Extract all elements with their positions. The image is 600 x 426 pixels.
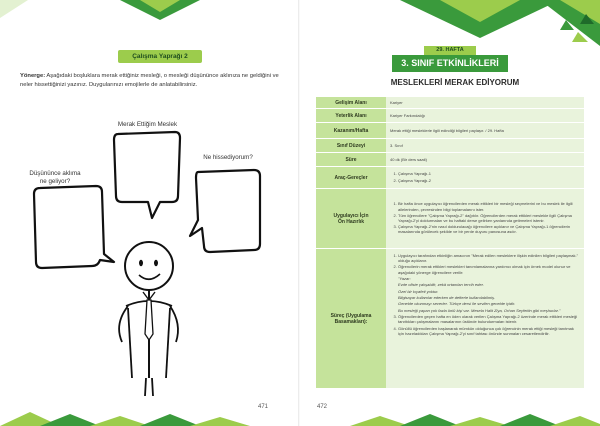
row-value: Merak ettiği mesleklerle ilgili edindiği bilgileri paylaşır. / 29. Hafta bbox=[386, 123, 584, 138]
row-label bbox=[316, 249, 386, 388]
row-label: Araç-Gereçler bbox=[316, 167, 386, 188]
quote-line: Bilgisayar kullanılar ederken de defterle kullanılabilmiş. bbox=[398, 294, 496, 300]
process-item: 2. Öğrencilerin merak ettikleri meslekleri tanımlamalarına yardımcı olmak için örnek model olunur ve aşağıdaki yönerge öğrencilere verilir: bbox=[398, 264, 580, 274]
top-right-triangle-decoration bbox=[360, 0, 600, 60]
prep-item: 2. Tüm öğrencilere "Çalışma Yaprağı-2" dağıtılır. Öğrencilerden merak ettikleri meslekle ilgili Çalışma Yaprağı-2'yi doldurmaları ve bu haftaki derse gelirken yanlarında getirmeleri istenir. bbox=[398, 213, 580, 223]
quote-line: Özel bir kıyafeti yoktur. bbox=[398, 288, 439, 294]
row-value: Kariyer Farkındalığı bbox=[386, 109, 584, 122]
corner-triangle-decoration bbox=[0, 0, 28, 20]
row-label: Süre bbox=[316, 153, 386, 166]
right-page-number: 472 bbox=[317, 404, 328, 410]
page-title: 3. SINIF ETKİNLİKLERİ bbox=[392, 55, 508, 72]
bubble-top-label: Merak Ettiğim Meslek bbox=[117, 121, 178, 128]
quote-line: Genelde okunmayı severler. Türkçe dersi ile sevilen genelde iyidir. bbox=[398, 301, 516, 307]
table-row bbox=[316, 109, 584, 123]
row-label bbox=[316, 189, 386, 248]
bottom-triangle-decoration bbox=[0, 412, 600, 426]
material-item: 2. Çalışma Yaprağı-2 bbox=[398, 178, 580, 183]
row-value bbox=[386, 189, 584, 248]
stick-figure bbox=[119, 242, 178, 396]
bubble-left-line2: ne geliyor? bbox=[39, 177, 71, 185]
process-label-line2: Basamakları): bbox=[334, 318, 368, 325]
process-label-line1: Süreç (Uygulama bbox=[330, 312, 372, 319]
row-label: Gelişim Alanı bbox=[316, 97, 386, 108]
row-value: Kariyer bbox=[386, 97, 584, 108]
week-badge: 29. HAFTA bbox=[424, 46, 476, 55]
prep-item: 1. Bir hafta önce uygulayıcı öğrencilerden merak ettikleri bir mesleği seçmelerini ve bu meslek ile ilgili ailelerinden, çevresinden bilgi toplamalarını ister. bbox=[398, 201, 580, 211]
row-value: 3. Sınıf bbox=[386, 139, 584, 152]
speech-bubble-top bbox=[114, 132, 180, 218]
instructions bbox=[20, 72, 290, 90]
activity-subtitle: MESLEKLERİ MERAK EDİYORUM bbox=[390, 78, 520, 87]
process-item: 4. Gönüllü öğrencilerden başlanarak mümkün olduğunca çok öğrencinin merak ettiği mesleği tanıtmak için hazırladıkları Çalışma Yaprağı-2'yi sınıf tahtası önünde sunmaları cesaretlendirilir. bbox=[398, 326, 580, 336]
table-row bbox=[316, 189, 584, 249]
table-row bbox=[316, 249, 584, 389]
instruction-text: Aşağıdaki boşluklara merak ettiğiniz mesleği, o mesleği düşününce aklınıza ne geldiğini ve neler hissettiğinizi yazınız. Duygularınızı emojilerle de anlatabilirsiniz. bbox=[20, 73, 279, 88]
bubble-left-line1: Düşününce aklıma bbox=[29, 170, 81, 177]
table-row bbox=[316, 123, 584, 139]
thinking-figure-illustration bbox=[10, 128, 290, 398]
process-item: 1. Uygulayıcı tarafından etkinliğin amacının "Merak edilen mesleklere ilişkin edinilen bilgileri paylaşmak." olduğu açıklanır. bbox=[398, 253, 580, 263]
row-label: Yeterlik Alanı bbox=[316, 109, 386, 122]
left-page-number: 471 bbox=[258, 404, 269, 410]
process-item: 3. Öğrencilerden geçen hafta en öden olarak verilen Çalışma Yaprağı-2 üzerinde merak ettikleri mesleği tanıttıkları çalışmalarını masalarının üstünde bulundurmaları istenir. bbox=[398, 314, 580, 324]
prep-label-line1: Uygulayıcı İçin bbox=[333, 212, 369, 219]
prep-item: 3. Çalışma Yaprağı-2'nin nasıl doldurulacağı öğrencilere açıklanır ve Çalışma Yaprağı-1 öğrencilerin masalarında görülecek şekilde ve bir yerde duyuru panosuna asılır. bbox=[398, 224, 580, 234]
quote-line: Evde ofiste çalışabilir, zekâ ortamları tercih eder. bbox=[398, 282, 484, 288]
speech-bubble-right bbox=[190, 170, 260, 252]
activity-table bbox=[316, 97, 584, 389]
speech-bubble-left bbox=[34, 186, 114, 268]
table-row bbox=[316, 167, 584, 189]
row-value bbox=[386, 249, 584, 388]
row-label: Sınıf Düzeyi bbox=[316, 139, 386, 152]
table-row bbox=[316, 153, 584, 167]
prep-label-line2: Ön Hazırlık bbox=[337, 218, 365, 225]
table-row bbox=[316, 139, 584, 153]
material-item: 1. Çalışma Yaprağı-1 bbox=[398, 171, 580, 176]
row-label: Kazanım/Hafta bbox=[316, 123, 386, 138]
bubble-right-label: Ne hissediyorum? bbox=[203, 154, 253, 161]
worksheet-badge: Çalışma Yaprağı 2 bbox=[118, 50, 202, 63]
instruction-label: Yönerge: bbox=[20, 73, 46, 79]
row-value bbox=[386, 167, 584, 188]
quote-line: Bu mesleği yapan çok fazla ünlü kişi var. Mesela Halit Ziya, Orhan Seyfettin gibi meşhurlar." bbox=[398, 307, 561, 313]
quote-label: "Yazar: bbox=[398, 275, 411, 281]
row-value: 40 dk (Bir ders saati) bbox=[386, 153, 584, 166]
table-row bbox=[316, 97, 584, 109]
top-triangle-decoration bbox=[110, 0, 210, 22]
